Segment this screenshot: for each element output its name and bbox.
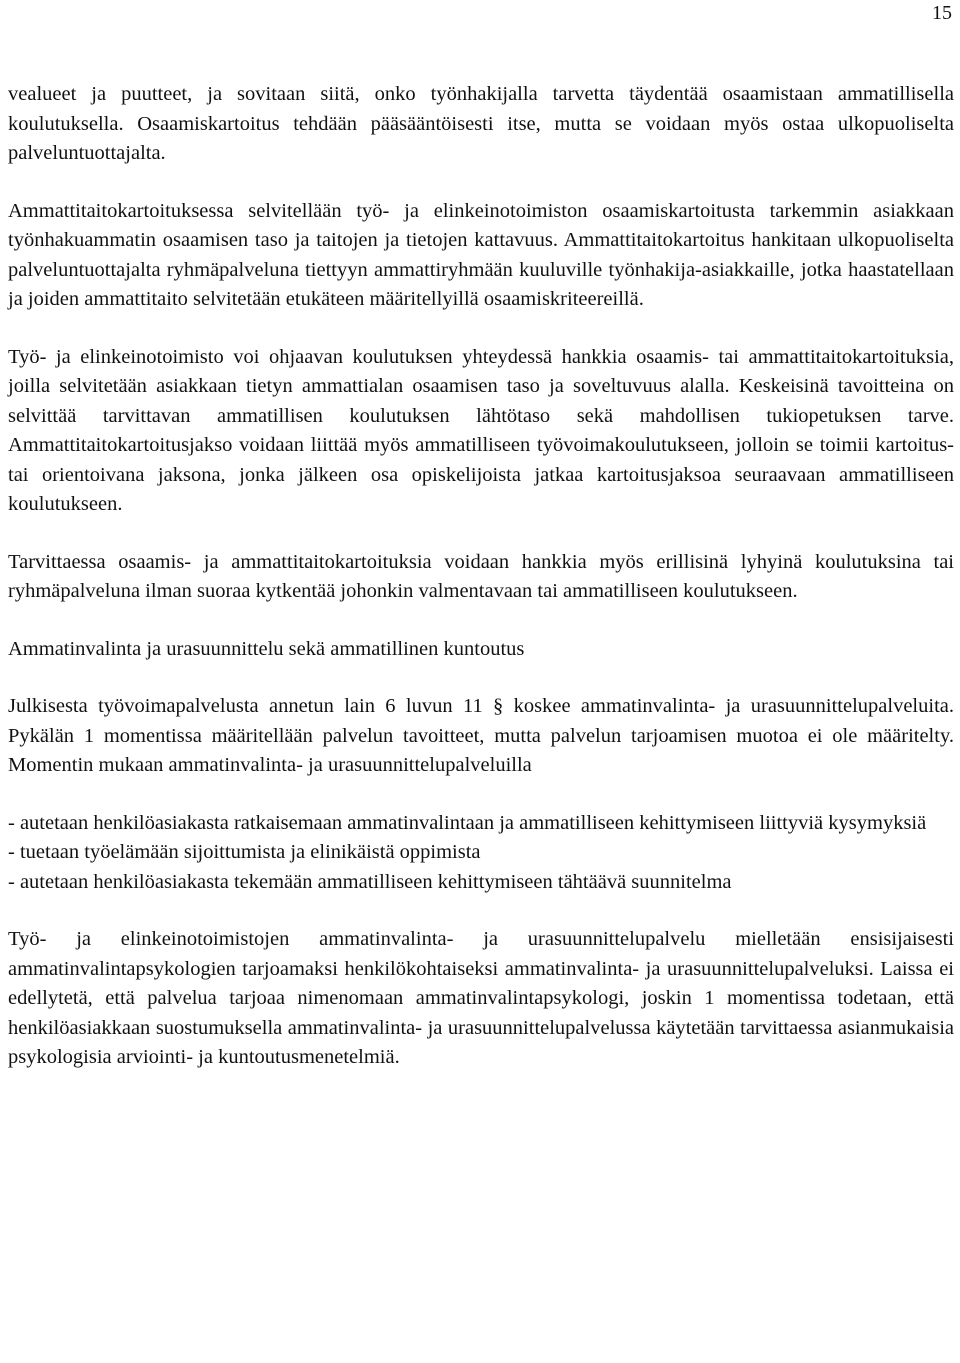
section-heading: Ammatinvalinta ja urasuunnittelu sekä ammatillinen kuntoutus <box>8 637 525 660</box>
paragraph-6: Työ- ja elinkeinotoimistojen ammatinvalinta- ja urasuunnittelupalvelu mielletään ensisijaisesti ammatinvalintapsykologien tarjoamaksi henkilökohtaiseksi ammatinvalinta- ja urasuunnittelupalveluksi. Laissa ei edellytetä, että palvelua tarjoaa nimenomaan ammatinvalintapsykologi, joskin 1 momentissa todetaan, että henkilöasiakkaan suostumuksella ammatinvalinta- ja urasuunnittelupalvelussa käytetään tarvittaessa asianmukaisia psykologisia arviointi- ja kuntoutusmenetelmiä. <box>8 928 954 1068</box>
document-body <box>8 80 954 1073</box>
list-item: - autetaan henkilöasiakasta ratkaisemaan ammatinvalintaan ja ammatilliseen kehittymiseen liittyviä kysymyksiä <box>8 811 927 834</box>
list-item: - tuetaan työelämään sijoittumista ja elinikäistä oppimista <box>8 841 481 863</box>
paragraph-4: Tarvittaessa osaamis- ja ammattitaitokartoituksia voidaan hankkia myös erillisinä lyhyinä koulutuksina tai ryhmäpalveluna ilman suoraa kytkentää johonkin valmentavaan tai ammatilliseen koulutukseen. <box>8 550 954 602</box>
paragraph-3: Työ- ja elinkeinotoimisto voi ohjaavan koulutuksen yhteydessä hankkia osaamis- tai ammattitaitokartoituksia, joilla selvitetään asiakkaan tietyn ammattialan osaamisen taso ja soveltuvuus alalla. Keskeisinä tavoitteina on selvittää tarvittavan ammatillisen koulutuksen lähtötaso sekä mahdollisen tukiopetuksen tarve. Ammattitaitokartoitusjakso voidaan liittää myös ammatilliseen työvoimakoulutukseen, jolloin se toimii kartoitus- tai orientoivana jaksona, jonka jälkeen osa opiskelijoista jatkaa kartoitusjaksoa seuraavaan ammatilliseen koulutukseen. <box>8 345 954 515</box>
paragraph-2: Ammattitaitokartoituksessa selvitellään työ- ja elinkeinotoimiston osaamiskartoitusta tarkemmin asiakkaan työnhakuammatin osaamisen taso ja taitojen ja tietojen kattavuus. Ammattitaitokartoitus hankitaan ulkopuoliselta palveluntuottajalta ryhmäpalveluna tiettyyn ammattiryhmään kuuluville työnhakija-asiakkaille, jotka haastatellaan ja joiden ammattitaito selvitetään etukäteen määritellyillä osaamiskriteereillä. <box>8 199 954 310</box>
bullet-list <box>8 809 954 898</box>
page-number: 15 <box>932 2 952 24</box>
list-item: - autetaan henkilöasiakasta tekemään ammatilliseen kehittymiseen tähtäävä suunnitelma <box>8 870 732 893</box>
paragraph-1: vealueet ja puutteet, ja sovitaan siitä, onko työnhakijalla tarvetta täydentää osaamistaan ammatillisella koulutuksella. Osaamiskartoitus tehdään pääsääntöisesti itse, mutta se voidaan myös ostaa ulkopuoliselta palveluntuottajalta. <box>8 83 954 164</box>
paragraph-5: Julkisesta työvoimapalvelusta annetun lain 6 luvun 11 § koskee ammatinvalinta- ja urasuunnittelupalveluita. Pykälän 1 momentissa määritellään palvelun tavoitteet, mutta palvelun tarjoamisen muotoa ei ole määritelty. Momentin mukaan ammatinvalinta- ja urasuunnittelupalveluilla <box>8 695 954 776</box>
